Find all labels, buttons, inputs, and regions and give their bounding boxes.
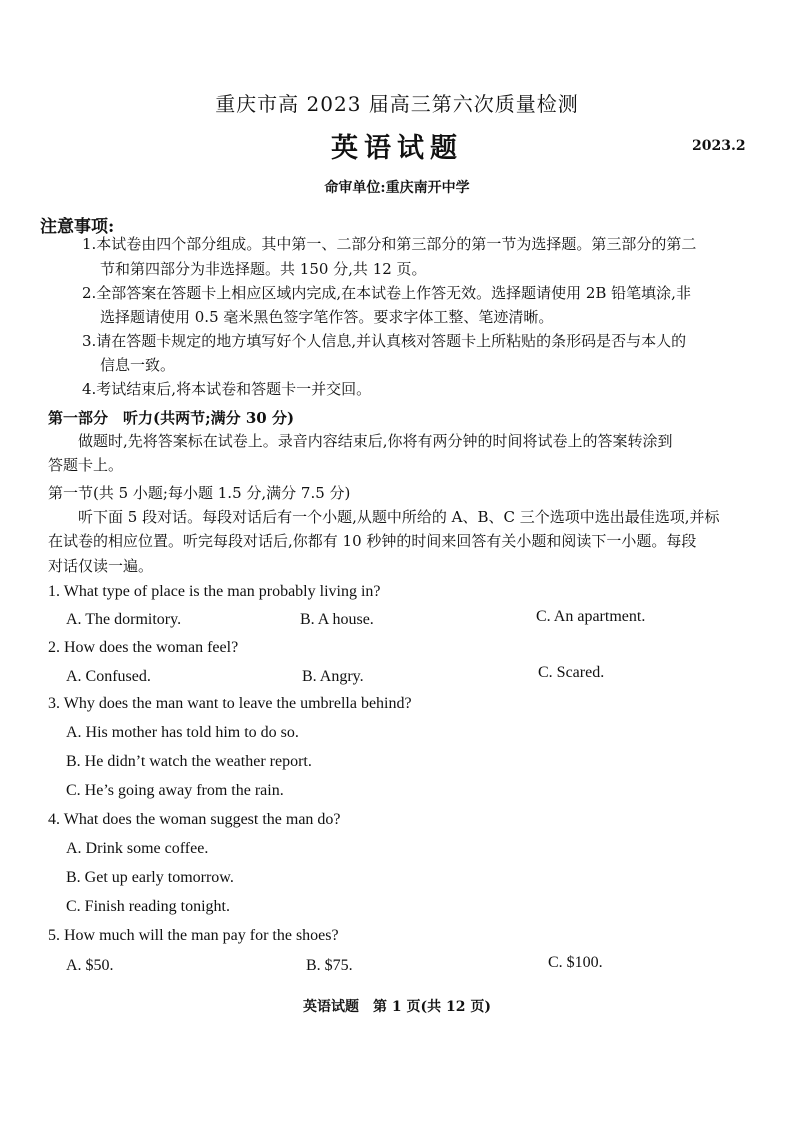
question-5-option-a: A. $50. xyxy=(66,957,114,974)
question-2-stem: 2. How does the woman feel? xyxy=(48,639,239,656)
question-1-option-a: A. The dormitory. xyxy=(66,611,182,628)
question-3-option-b: B. He didn’t watch the weather report. xyxy=(66,753,312,770)
question-5-stem: 5. How much will the man pay for the shoes? xyxy=(48,927,339,944)
question-4-option-c: C. Finish reading tonight. xyxy=(66,898,230,915)
question-5-option-b: B. $75. xyxy=(306,957,353,974)
exam-date: 2023.2 xyxy=(692,138,746,154)
question-3-option-c: C. He’s going away from the rain. xyxy=(66,782,284,799)
note-1-line-1: 1.本试卷由四个部分组成。其中第一、二部分和第三部分的第一节为选择题。第三部分的第二 xyxy=(82,235,697,253)
question-2-option-a: A. Confused. xyxy=(66,668,151,685)
question-1-option-b: B. A house. xyxy=(300,611,374,628)
note-3-line-2: 信息一致。 xyxy=(100,356,176,374)
question-1-stem: 1. What type of place is the man probably living in? xyxy=(48,583,381,600)
part1-heading: 第一部分 听力(共两节;满分 30 分) xyxy=(48,409,295,427)
question-4-option-a: A. Drink some coffee. xyxy=(66,840,209,857)
notes-heading: 注意事项: xyxy=(40,217,115,237)
section1-intro-line-3: 对话仅读一遍。 xyxy=(48,557,154,575)
question-4-stem: 4. What does the woman suggest the man do? xyxy=(48,811,341,828)
question-5-option-c: C. $100. xyxy=(548,954,603,971)
note-4-line-1: 4.考试结束后,将本试卷和答题卡一并交回。 xyxy=(82,380,372,398)
question-2-option-c: C. Scared. xyxy=(538,664,605,681)
note-2-line-1: 2.全部答案在答题卡上相应区域内完成,在本试卷上作答无效。选择题请使用 2B 铅笔填涂,非 xyxy=(82,284,691,302)
note-3-line-1: 3.请在答题卡规定的地方填写好个人信息,并认真核对答题卡上所粘贴的条形码是否与本人的 xyxy=(82,332,687,350)
section1-intro-line-1: 听下面 5 段对话。每段对话后有一个小题,从题中所给的 A、B、C 三个选项中选出最佳选项,并标 xyxy=(78,508,720,526)
note-2-line-2: 选择题请使用 0.5 毫米黑色签字笔作答。要求字体工整、笔迹清晰。 xyxy=(100,308,554,326)
section1-heading: 第一节(共 5 小题;每小题 1.5 分,满分 7.5 分) xyxy=(48,484,351,502)
question-4-option-b: B. Get up early tomorrow. xyxy=(66,869,234,886)
section1-intro-line-2: 在试卷的相应位置。听完每段对话后,你都有 10 秒钟的时间来回答有关小题和阅读下一小题。每段 xyxy=(48,532,697,550)
page-footer: 英语试题 第 1 页(共 12 页) xyxy=(303,999,491,1015)
part1-intro-line-2: 答题卡上。 xyxy=(48,456,124,474)
question-3-option-a: A. His mother has told him to do so. xyxy=(66,724,299,741)
question-1-option-c: C. An apartment. xyxy=(536,608,646,625)
question-2-option-b: B. Angry. xyxy=(302,668,364,685)
question-3-stem: 3. Why does the man want to leave the umbrella behind? xyxy=(48,695,412,712)
note-1-line-2: 节和第四部分为非选择题。共 150 分,共 12 页。 xyxy=(100,260,427,278)
exam-title: 重庆市高 2023 届高三第六次质量检测 xyxy=(215,92,579,116)
setter-unit: 命审单位:重庆南开中学 xyxy=(324,180,470,196)
subject-title: 英语试题 xyxy=(331,133,463,164)
part1-intro-line-1: 做题时,先将答案标在试卷上。录音内容结束后,你将有两分钟的时间将试卷上的答案转涂到 xyxy=(78,432,673,450)
